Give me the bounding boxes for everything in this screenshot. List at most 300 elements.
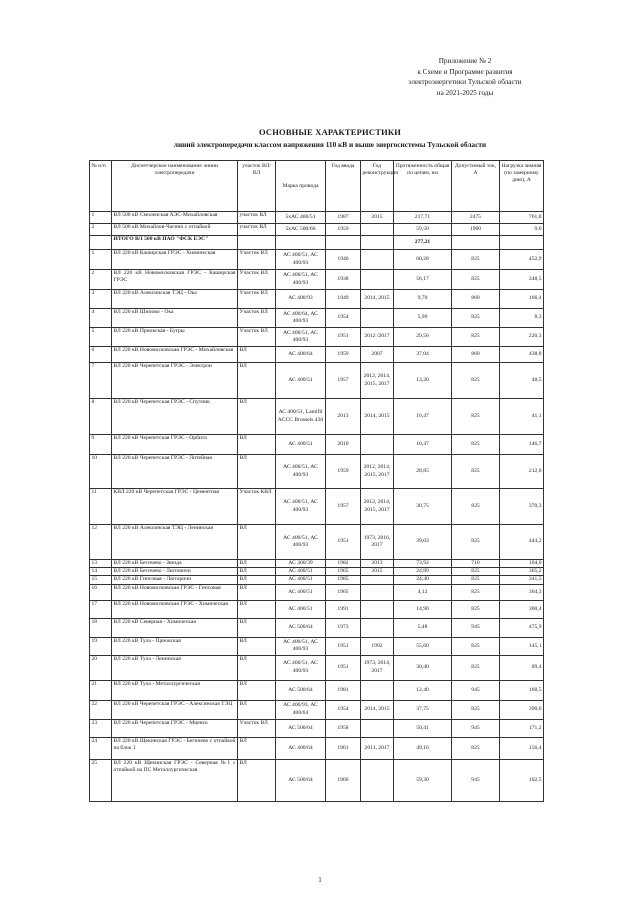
cell-n: 12 xyxy=(90,525,112,560)
cell-cur xyxy=(452,236,500,250)
cell-sect: ВЛ xyxy=(238,700,276,719)
table-row xyxy=(90,680,544,700)
cell-len: 49,16 xyxy=(394,737,452,759)
cell-load: 104,0 xyxy=(500,560,544,568)
cell-load: 341,5 xyxy=(500,576,544,584)
cell-wire: АС 400/51, Lamifil ACCC Brussels 430 xyxy=(276,399,326,435)
table-row xyxy=(90,290,544,309)
cell-year: 1951 xyxy=(326,328,361,347)
table-row xyxy=(90,363,544,399)
cell-sect: ВЛ xyxy=(238,363,276,399)
cell-load: 146,7 xyxy=(500,435,544,455)
cell-year: 1954 xyxy=(326,700,361,719)
cell-recon: 1973, 2016, 2017 xyxy=(361,525,394,560)
cell-year: 1961 xyxy=(326,737,361,759)
header-cell: Диспетчерское наименование линии электропередачи xyxy=(112,161,238,212)
cell-n: 11 xyxy=(90,489,112,525)
cell-recon xyxy=(361,270,394,290)
table-row xyxy=(90,489,544,525)
cell-year: 1987 xyxy=(326,212,361,224)
cell-wire: АС 400/51 xyxy=(276,600,326,618)
cell-year: 1951 xyxy=(326,525,361,560)
cell-load: 212,0 xyxy=(500,455,544,489)
cell-name: ВЛ 220 кВ Новомосковская ГРЭС - Химическая xyxy=(112,600,238,618)
cell-year: 1985 xyxy=(326,576,361,584)
cell-cur: 825 xyxy=(452,250,500,270)
cell-load: 248,5 xyxy=(500,270,544,290)
cell-recon xyxy=(361,236,394,250)
cell-wire: АС 400/51, АС 400/93 xyxy=(276,270,326,290)
cell-cur: 2475 xyxy=(452,212,500,224)
cell-n: 8 xyxy=(90,399,112,435)
cell-sect: ВЛ xyxy=(238,618,276,637)
cell-sect: ВЛ xyxy=(238,600,276,618)
cell-cur: 825 xyxy=(452,568,500,576)
cell-load: 41,1 xyxy=(500,399,544,435)
cell-name: ВЛ 220 кВ Черепетская ГРЭС - Спутник xyxy=(112,399,238,435)
cell-len: 217,71 xyxy=(394,212,452,224)
cell-sect: Участок КВЛ xyxy=(238,489,276,525)
table-header-row xyxy=(90,161,544,212)
cell-name: ВЛ 220 кВ Тула - Ленинская xyxy=(112,655,238,680)
header-cell: Протяженность общая по цепям, км xyxy=(394,161,452,212)
table-row xyxy=(90,270,544,290)
title-main: ОСНОВНЫЕ ХАРАКТЕРИСТИКИ xyxy=(258,127,402,137)
cell-year: 2010 xyxy=(326,435,361,455)
cell-n: 17 xyxy=(90,600,112,618)
page-number: 1 xyxy=(318,876,322,884)
cell-sect: участок ВЛ xyxy=(238,224,276,236)
cell-n: 5 xyxy=(90,328,112,347)
cell-wire: АС 400/51 xyxy=(276,363,326,399)
cell-len: 9,70 xyxy=(394,290,452,309)
lines-table xyxy=(89,160,544,802)
cell-year xyxy=(326,236,361,250)
cell-name: ВЛ 220 кВ Черепетская ГРЭС - Электрон xyxy=(112,363,238,399)
cell-wire: АС 500/64 xyxy=(276,719,326,737)
cell-name: ВЛ 220 кВ Новомосковская ГРЭС - Каширская ГРЭС xyxy=(112,270,238,290)
table-row xyxy=(90,328,544,347)
cell-sect xyxy=(238,236,276,250)
cell-wire: АС 400/51 xyxy=(276,584,326,600)
table-row xyxy=(90,399,544,435)
cell-load: 166,4 xyxy=(500,290,544,309)
cell-load: 761,8 xyxy=(500,212,544,224)
cell-cur: 825 xyxy=(452,600,500,618)
cell-n: 1 xyxy=(90,250,112,270)
cell-n: 25 xyxy=(90,759,112,801)
table-row xyxy=(90,525,544,560)
cell-recon: 2012, 2014, 2015, 2017 xyxy=(361,455,394,489)
cell-n: 7 xyxy=(90,363,112,399)
cell-n: 20 xyxy=(90,655,112,680)
cell-recon xyxy=(361,600,394,618)
cell-len: 30,40 xyxy=(394,655,452,680)
table-row xyxy=(90,347,544,363)
table-row xyxy=(90,576,544,584)
cell-recon: 2015 xyxy=(361,212,394,224)
cell-wire: АС 400/51 xyxy=(276,568,326,576)
cell-year: 1951 xyxy=(326,637,361,655)
cell-recon: 1992 xyxy=(361,637,394,655)
header-cell: Нагрузка зимняя (по замерному дню), А xyxy=(500,161,544,212)
cell-name: ВЛ 220 кВ Шипово - Ока xyxy=(112,309,238,328)
cell-cur: 860 xyxy=(452,347,500,363)
cell-n: 21 xyxy=(90,680,112,700)
cell-wire xyxy=(276,236,326,250)
cell-wire: АС 400/51, АС 400/93 xyxy=(276,250,326,270)
cell-recon: 2014, 2015 xyxy=(361,290,394,309)
cell-load: 438,8 xyxy=(500,347,544,363)
cell-wire: АС 500/64 xyxy=(276,759,326,801)
header-cell: Год реконструкции xyxy=(361,161,394,212)
cell-year: 1981 xyxy=(326,680,361,700)
cell-sect: ВЛ xyxy=(238,347,276,363)
cell-recon xyxy=(361,224,394,236)
cell-name: ВЛ 220 кВ Северная - Химическая xyxy=(112,618,238,637)
table-row xyxy=(90,250,544,270)
cell-n: 24 xyxy=(90,737,112,759)
cell-name: ИТОГО ВЛ 500 кВ ПАО "ФСК ЕЭС" xyxy=(112,236,238,250)
table-row xyxy=(90,568,544,576)
cell-sect: ВЛ xyxy=(238,399,276,435)
cell-name: ВЛ 220 кВ Черепетская ГРЭС - Литейная xyxy=(112,455,238,489)
cell-n: 15 xyxy=(90,576,112,584)
cell-sect: ВЛ xyxy=(238,680,276,700)
cell-year: 2013 xyxy=(326,399,361,435)
cell-cur: 825 xyxy=(452,489,500,525)
cell-n: 19 xyxy=(90,637,112,655)
cell-sect: Участок ВЛ xyxy=(238,250,276,270)
cell-wire: 5хАС 400/51 xyxy=(276,212,326,224)
cell-len: 60,28 xyxy=(394,250,452,270)
cell-cur: 945 xyxy=(452,618,500,637)
cell-name: ВЛ 220 кВ Приокская - Бугры xyxy=(112,328,238,347)
cell-cur: 825 xyxy=(452,328,500,347)
table-row xyxy=(90,309,544,328)
cell-year: 1982 xyxy=(326,560,361,568)
table-row xyxy=(90,212,544,224)
appendix-line: на 2021-2025 годы xyxy=(436,88,494,97)
cell-len: 24,40 xyxy=(394,576,452,584)
cell-wire: АС 400/51, АС 400/93 xyxy=(276,455,326,489)
header-cell: Марка провода xyxy=(276,161,326,212)
cell-wire: АС 400/51, АС 400/93 xyxy=(276,525,326,560)
cell-recon xyxy=(361,576,394,584)
appendix-line: электроэнергетики Тульской области xyxy=(408,78,522,86)
cell-name: ВЛ 220 кВ Новомосковская ГРЭС - Гипсовая xyxy=(112,584,238,600)
cell-load: 370,3 xyxy=(500,489,544,525)
table-row xyxy=(90,759,544,801)
cell-len: 50,41 xyxy=(394,719,452,737)
cell-n: 18 xyxy=(90,618,112,637)
cell-year: 1965 xyxy=(326,584,361,600)
cell-sect: ВЛ xyxy=(238,435,276,455)
cell-n: 3 xyxy=(90,290,112,309)
cell-recon: 1973, 2014, 2017 xyxy=(361,655,394,680)
cell-cur: 825 xyxy=(452,435,500,455)
cell-recon xyxy=(361,618,394,637)
cell-load: 364,3 xyxy=(500,584,544,600)
cell-len: 73,92 xyxy=(394,560,452,568)
cell-cur: 825 xyxy=(452,309,500,328)
cell-len: 4,12 xyxy=(394,584,452,600)
cell-year: 1959 xyxy=(326,455,361,489)
cell-cur: 825 xyxy=(452,700,500,719)
cell-n: 16 xyxy=(90,584,112,600)
appendix-block xyxy=(370,56,560,98)
cell-cur: 825 xyxy=(452,399,500,435)
cell-load: 365,2 xyxy=(500,568,544,576)
cell-year: 1954 xyxy=(326,309,361,328)
cell-wire: 5хАС 500/66 xyxy=(276,224,326,236)
cell-recon xyxy=(361,759,394,801)
cell-name: ВЛ 220 кВ Алексинская ТЭЦ - Ока xyxy=(112,290,238,309)
cell-year: 1991 xyxy=(326,600,361,618)
cell-n: 22 xyxy=(90,700,112,719)
cell-load: 300,4 xyxy=(500,600,544,618)
cell-name: ВЛ 220 кВ Тула - Металлургическая xyxy=(112,680,238,700)
cell-load: 8,3 xyxy=(500,309,544,328)
cell-cur: 945 xyxy=(452,680,500,700)
cell-load: 145,1 xyxy=(500,637,544,655)
cell-name: ВЛ 220 кВ Щекинская ГРЭС - Бегичево с отпайкой на блок 1 xyxy=(112,737,238,759)
cell-len: 5,48 xyxy=(394,618,452,637)
table-row xyxy=(90,737,544,759)
cell-cur: 825 xyxy=(452,737,500,759)
cell-cur: 825 xyxy=(452,655,500,680)
cell-wire: АС 400/93, АС 400/64 xyxy=(276,700,326,719)
table-row xyxy=(90,655,544,680)
cell-load: 48,5 xyxy=(500,363,544,399)
cell-n: 23 xyxy=(90,719,112,737)
cell-load: 0,0 xyxy=(500,224,544,236)
cell-load: 171,2 xyxy=(500,719,544,737)
cell-recon: 2014, 2015 xyxy=(361,399,394,435)
cell-cur: 825 xyxy=(452,525,500,560)
cell-wire: АС 400/93 xyxy=(276,290,326,309)
cell-recon: 2012 /2017 xyxy=(361,328,394,347)
cell-sect: ВЛ xyxy=(238,525,276,560)
cell-wire: АС 300/39 xyxy=(276,560,326,568)
cell-load: 160,5 xyxy=(500,680,544,700)
cell-recon: 2007 xyxy=(361,347,394,363)
cell-len: 5,90 xyxy=(394,309,452,328)
cell-year: 1957 xyxy=(326,489,361,525)
cell-sect: ВЛ xyxy=(238,455,276,489)
cell-sect: ВЛ xyxy=(238,576,276,584)
cell-name: ВЛ 500 кВ Смоленская АЭС-Михайловская xyxy=(112,212,238,224)
cell-year: 1966 xyxy=(326,759,361,801)
cell-n: 10 xyxy=(90,455,112,489)
cell-load: 452,9 xyxy=(500,250,544,270)
table-row xyxy=(90,584,544,600)
cell-wire: АС 400/64 xyxy=(276,737,326,759)
cell-recon xyxy=(361,250,394,270)
cell-len: 30,75 xyxy=(394,489,452,525)
cell-wire: АС 400/51, АС 400/93 xyxy=(276,655,326,680)
cell-len: 12,40 xyxy=(394,680,452,700)
cell-name: ВЛ 220 кВ Гипсовая - Лютоpичи xyxy=(112,576,238,584)
cell-cur: 945 xyxy=(452,719,500,737)
cell-recon: 2015 xyxy=(361,568,394,576)
cell-load: 156,4 xyxy=(500,737,544,759)
cell-len: 14,90 xyxy=(394,600,452,618)
cell-len: 24,89 xyxy=(394,568,452,576)
cell-n xyxy=(90,236,112,250)
cell-wire: АС 400/51, АС 400/93 xyxy=(276,637,326,655)
cell-len: 29,56 xyxy=(394,328,452,347)
cell-len: 37,04 xyxy=(394,347,452,363)
cell-name: ВЛ 220 кВ Тула - Приокская xyxy=(112,637,238,655)
header-cell: Допустимый ток, А xyxy=(452,161,500,212)
cell-wire: АС 400/51 xyxy=(276,435,326,455)
cell-cur: 945 xyxy=(452,759,500,801)
cell-name: ВЛ 220 кВ Новомосковская ГРЭС - Михайловская xyxy=(112,347,238,363)
cell-recon: 2014, 2015 xyxy=(361,700,394,719)
table-body xyxy=(90,212,544,802)
cell-recon xyxy=(361,309,394,328)
cell-sect: ВЛ xyxy=(238,560,276,568)
cell-wire: АС 500/64 xyxy=(276,680,326,700)
cell-load: 89,4 xyxy=(500,655,544,680)
cell-len: 13,20 xyxy=(394,363,452,399)
cell-recon xyxy=(361,680,394,700)
table-row xyxy=(90,455,544,489)
cell-n: 9 xyxy=(90,435,112,455)
cell-n: 13 xyxy=(90,560,112,568)
cell-name: КВЛ 220 кВ Черепетская ГРЭС - Цементная xyxy=(112,489,238,525)
cell-cur: 825 xyxy=(452,455,500,489)
cell-recon: 2012, 2014, 2015, 2017 xyxy=(361,363,394,399)
table-row xyxy=(90,560,544,568)
header-cell: № п/п xyxy=(90,161,112,212)
appendix-line: Приложение № 2 xyxy=(438,57,492,65)
cell-sect: участок ВЛ xyxy=(238,212,276,224)
cell-sect: ВЛ xyxy=(238,759,276,801)
table-row xyxy=(90,618,544,637)
cell-sect: Участок ВЛ xyxy=(238,309,276,328)
cell-sect: Участок ВЛ xyxy=(238,290,276,309)
cell-wire: АС 400/51, АС 400/93 xyxy=(276,328,326,347)
cell-n: 6 xyxy=(90,347,112,363)
cell-sect: Участок ВЛ xyxy=(238,328,276,347)
cell-year: 1959 xyxy=(326,347,361,363)
cell-recon xyxy=(361,719,394,737)
header-cell: Год ввода xyxy=(326,161,361,212)
cell-len: 277,21 xyxy=(394,236,452,250)
table-total-row xyxy=(90,236,544,250)
cell-load: 102,5 xyxy=(500,759,544,801)
cell-wire: АС 400/51, АС 400/93 xyxy=(276,489,326,525)
header-cell: участок ВЛ/ВЛ xyxy=(238,161,276,212)
cell-year: 1959 xyxy=(326,224,361,236)
cell-recon: 2012, 2014, 2015, 2017 xyxy=(361,489,394,525)
cell-cur: 825 xyxy=(452,584,500,600)
cell-recon: 2013 xyxy=(361,560,394,568)
table-row xyxy=(90,224,544,236)
cell-recon xyxy=(361,435,394,455)
table-row xyxy=(90,435,544,455)
cell-year: 1957 xyxy=(326,363,361,399)
cell-year: 1958 xyxy=(326,719,361,737)
cell-year: 1951 xyxy=(326,655,361,680)
cell-name: ВЛ 220 кВ Каширская ГРЭС - Химическая xyxy=(112,250,238,270)
cell-cur: 825 xyxy=(452,363,500,399)
cell-len: 37,75 xyxy=(394,700,452,719)
cell-name: ВЛ 220 кВ Алексинская ТЭЦ - Ленинская xyxy=(112,525,238,560)
table-row xyxy=(90,637,544,655)
title-sub: линий электропередачи классом напряжения 110 кВ и выше энергосистемы Тульской области xyxy=(173,140,487,149)
cell-cur: 860 xyxy=(452,290,500,309)
cell-n: 2 xyxy=(90,224,112,236)
cell-name: ВЛ 500 кВ Михайлов-Чагино с отпайкой xyxy=(112,224,238,236)
cell-load: 220,3 xyxy=(500,328,544,347)
cell-len: 59,50 xyxy=(394,224,452,236)
appendix-line: к Схеме и Программе развития xyxy=(417,67,513,76)
cell-len: 55,60 xyxy=(394,637,452,655)
cell-n: 4 xyxy=(90,309,112,328)
table-row xyxy=(90,719,544,737)
cell-recon: 2011, 2017 xyxy=(361,737,394,759)
cell-recon xyxy=(361,584,394,600)
document-title xyxy=(80,127,580,149)
cell-n: 1 xyxy=(90,212,112,224)
cell-cur: 1960 xyxy=(452,224,500,236)
cell-sect: ВЛ xyxy=(238,584,276,600)
table-row xyxy=(90,700,544,719)
cell-len: 10,47 xyxy=(394,435,452,455)
cell-cur: 825 xyxy=(452,576,500,584)
cell-cur: 825 xyxy=(452,637,500,655)
cell-name: ВЛ 220 кВ Бегичево - Лютовичи xyxy=(112,568,238,576)
cell-load: 390,6 xyxy=(500,700,544,719)
cell-len: 56,17 xyxy=(394,270,452,290)
cell-year: 1938 xyxy=(326,270,361,290)
cell-cur: 825 xyxy=(452,270,500,290)
cell-sect: Участок ВЛ xyxy=(238,270,276,290)
cell-sect: Участок ВЛ xyxy=(238,719,276,737)
cell-sect: ВЛ xyxy=(238,568,276,576)
cell-wire: АС 400/51 xyxy=(276,576,326,584)
table-row xyxy=(90,600,544,618)
cell-year: 1949 xyxy=(326,290,361,309)
cell-len: 28,85 xyxy=(394,455,452,489)
cell-len: 59,30 xyxy=(394,759,452,801)
cell-sect: ВЛ xyxy=(238,637,276,655)
cell-wire: АС 500/64 xyxy=(276,618,326,637)
cell-n: 2 xyxy=(90,270,112,290)
cell-year: 1946 xyxy=(326,250,361,270)
cell-year: 1965 xyxy=(326,568,361,576)
cell-load xyxy=(500,236,544,250)
cell-n: 14 xyxy=(90,568,112,576)
cell-sect: ВЛ xyxy=(238,655,276,680)
cell-len: 10,47 xyxy=(394,399,452,435)
cell-name: ВЛ 220 кВ Черепетская ГРЭС - Мценск xyxy=(112,719,238,737)
cell-load: 475,9 xyxy=(500,618,544,637)
cell-name: ВЛ 220 кВ Бегичево - Звезда xyxy=(112,560,238,568)
cell-cur: 710 xyxy=(452,560,500,568)
cell-name: ВЛ 220 кВ Щекинская ГРЭС - Северная №1 с отпайкой на ПС Металлургическая xyxy=(112,759,238,801)
cell-wire: АС 400/64 xyxy=(276,347,326,363)
cell-sect: ВЛ xyxy=(238,737,276,759)
cell-name: ВЛ 220 кВ Черепетская ГРЭС - Орбита xyxy=(112,435,238,455)
cell-wire: АС 400/64, АС 400/93 xyxy=(276,309,326,328)
cell-load: 444,2 xyxy=(500,525,544,560)
cell-year: 1973 xyxy=(326,618,361,637)
cell-len: 39,03 xyxy=(394,525,452,560)
